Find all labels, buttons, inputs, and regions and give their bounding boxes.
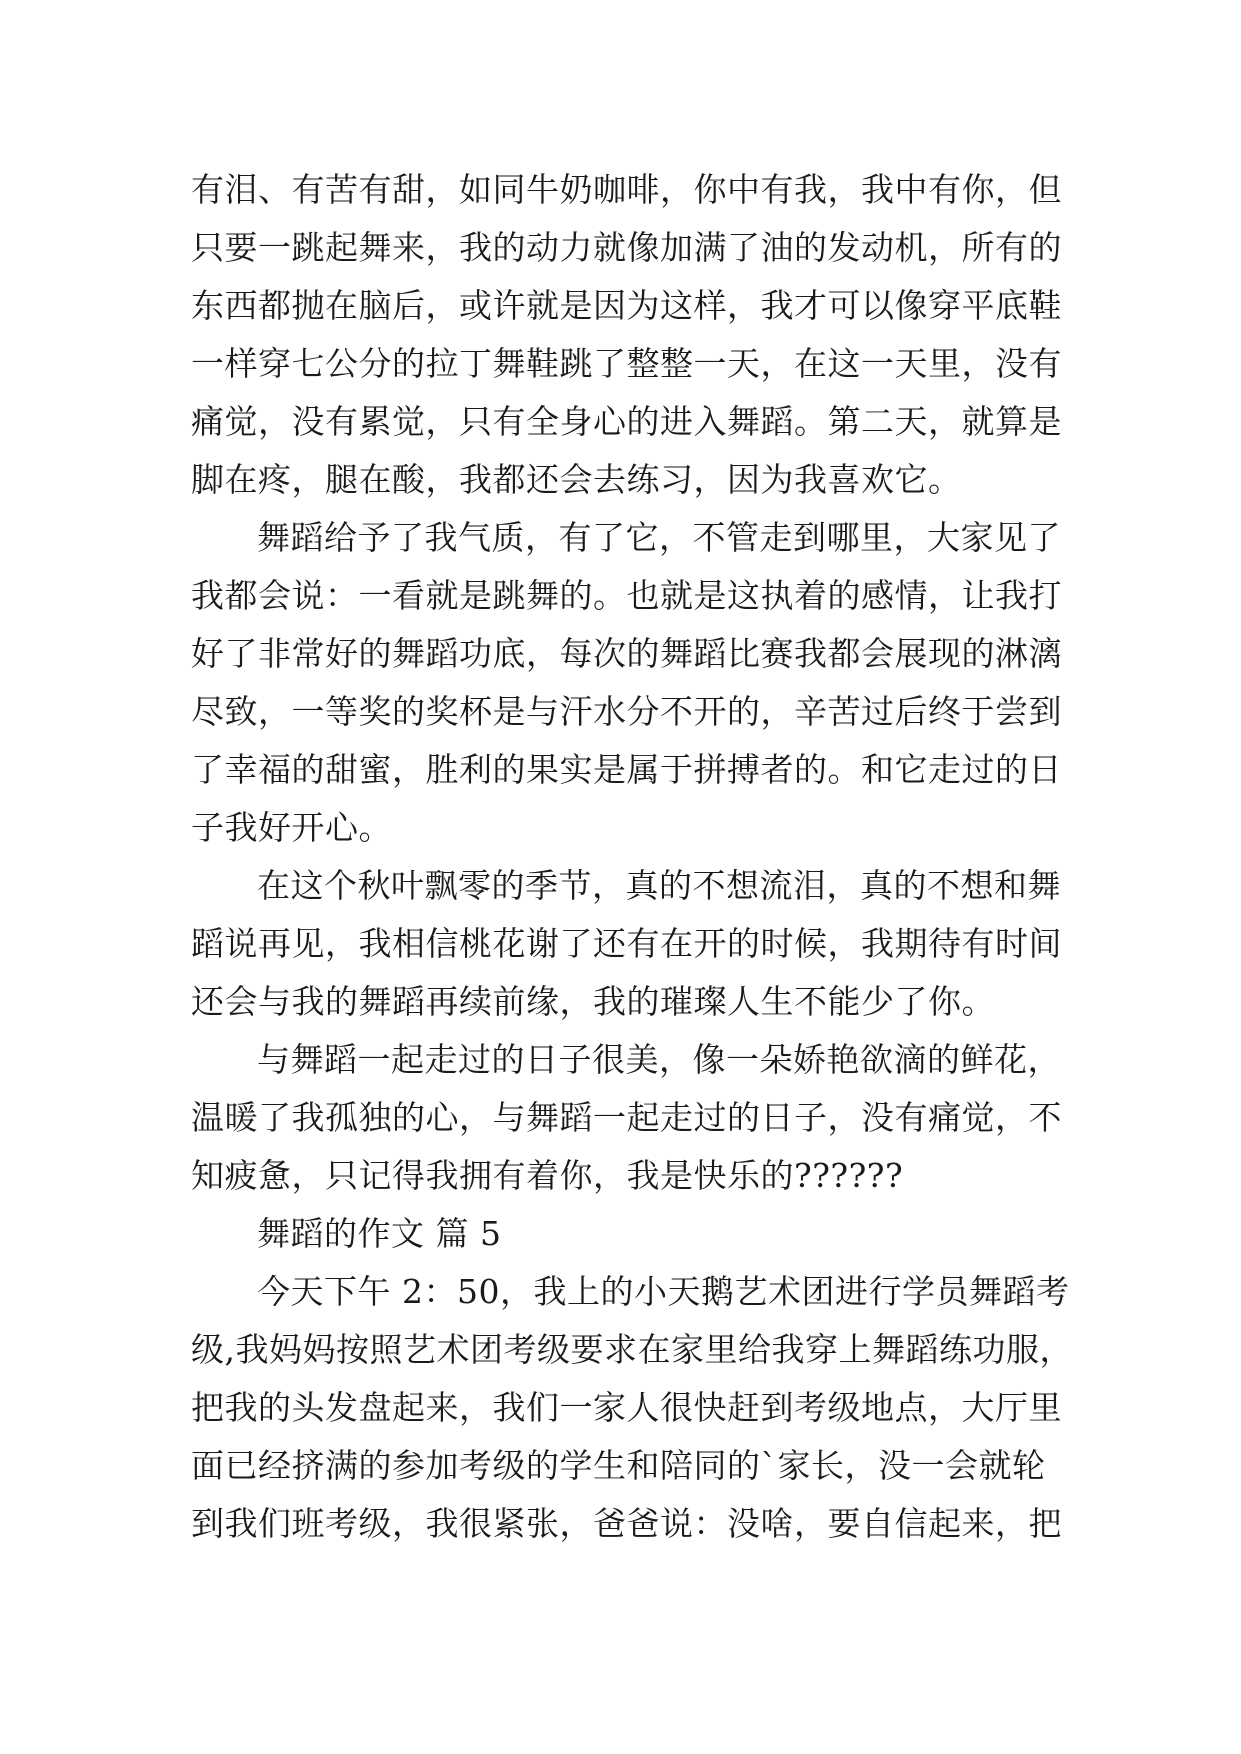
text-line: 知疲惫，只记得我拥有着你，我是快乐的??????	[191, 1156, 904, 1195]
text-line: 面已经挤满的参加考级的学生和陪同的`家长，没一会就轮	[191, 1446, 1046, 1485]
paragraph-first-line: 今天下午 2：50，我上的小天鹅艺术团进行学员舞蹈考	[257, 1272, 1070, 1311]
text-line: 有泪、有苦有甜，如同牛奶咖啡，你中有我，我中有你，但	[191, 170, 1062, 209]
essay-body	[191, 161, 1071, 1553]
text-line: 把我的头发盘起来，我们一家人很快赶到考级地点，大厅里	[191, 1388, 1062, 1427]
text-line: 还会与我的舞蹈再续前缘，我的璀璨人生不能少了你。	[191, 982, 995, 1021]
text-line: 级,我妈妈按照艺术团考级要求在家里给我穿上舞蹈练功服，	[191, 1330, 1073, 1369]
text-line: 温暖了我孤独的心，与舞蹈一起走过的日子，没有痛觉，不	[191, 1098, 1062, 1137]
text-line: 子我好开心。	[191, 808, 392, 847]
section-heading: 舞蹈的作文 篇 5	[257, 1214, 502, 1253]
paragraph-first-line: 在这个秋叶飘零的季节，真的不想流泪，真的不想和舞	[257, 866, 1061, 905]
text-line: 痛觉，没有累觉，只有全身心的进入舞蹈。第二天，就算是	[191, 402, 1062, 441]
paragraph-first-line: 与舞蹈一起走过的日子很美，像一朵娇艳欲滴的鲜花，	[257, 1040, 1061, 1079]
text-line: 一样穿七公分的拉丁舞鞋跳了整整一天，在这一天里，没有	[191, 344, 1062, 383]
text-line: 了幸福的甜蜜，胜利的果实是属于拼搏者的。和它走过的日	[191, 750, 1062, 789]
text-line: 只要一跳起舞来，我的动力就像加满了油的发动机，所有的	[191, 228, 1062, 267]
text-line: 尽致，一等奖的奖杯是与汗水分不开的，辛苦过后终于尝到	[191, 692, 1062, 731]
text-line: 东西都抛在脑后，或许就是因为这样，我才可以像穿平底鞋	[191, 286, 1062, 325]
text-line: 我都会说：一看就是跳舞的。也就是这执着的感情，让我打	[191, 576, 1062, 615]
text-line: 蹈说再见，我相信桃花谢了还有在开的时候，我期待有时间	[191, 924, 1062, 963]
text-line: 到我们班考级，我很紧张，爸爸说：没啥，要自信起来，把	[191, 1504, 1062, 1543]
paragraph-first-line: 舞蹈给予了我气质，有了它，不管走到哪里，大家见了	[257, 518, 1061, 557]
text-line: 脚在疼，腿在酸，我都还会去练习，因为我喜欢它。	[191, 460, 962, 499]
text-line: 好了非常好的舞蹈功底，每次的舞蹈比赛我都会展现的淋漓	[191, 634, 1062, 673]
